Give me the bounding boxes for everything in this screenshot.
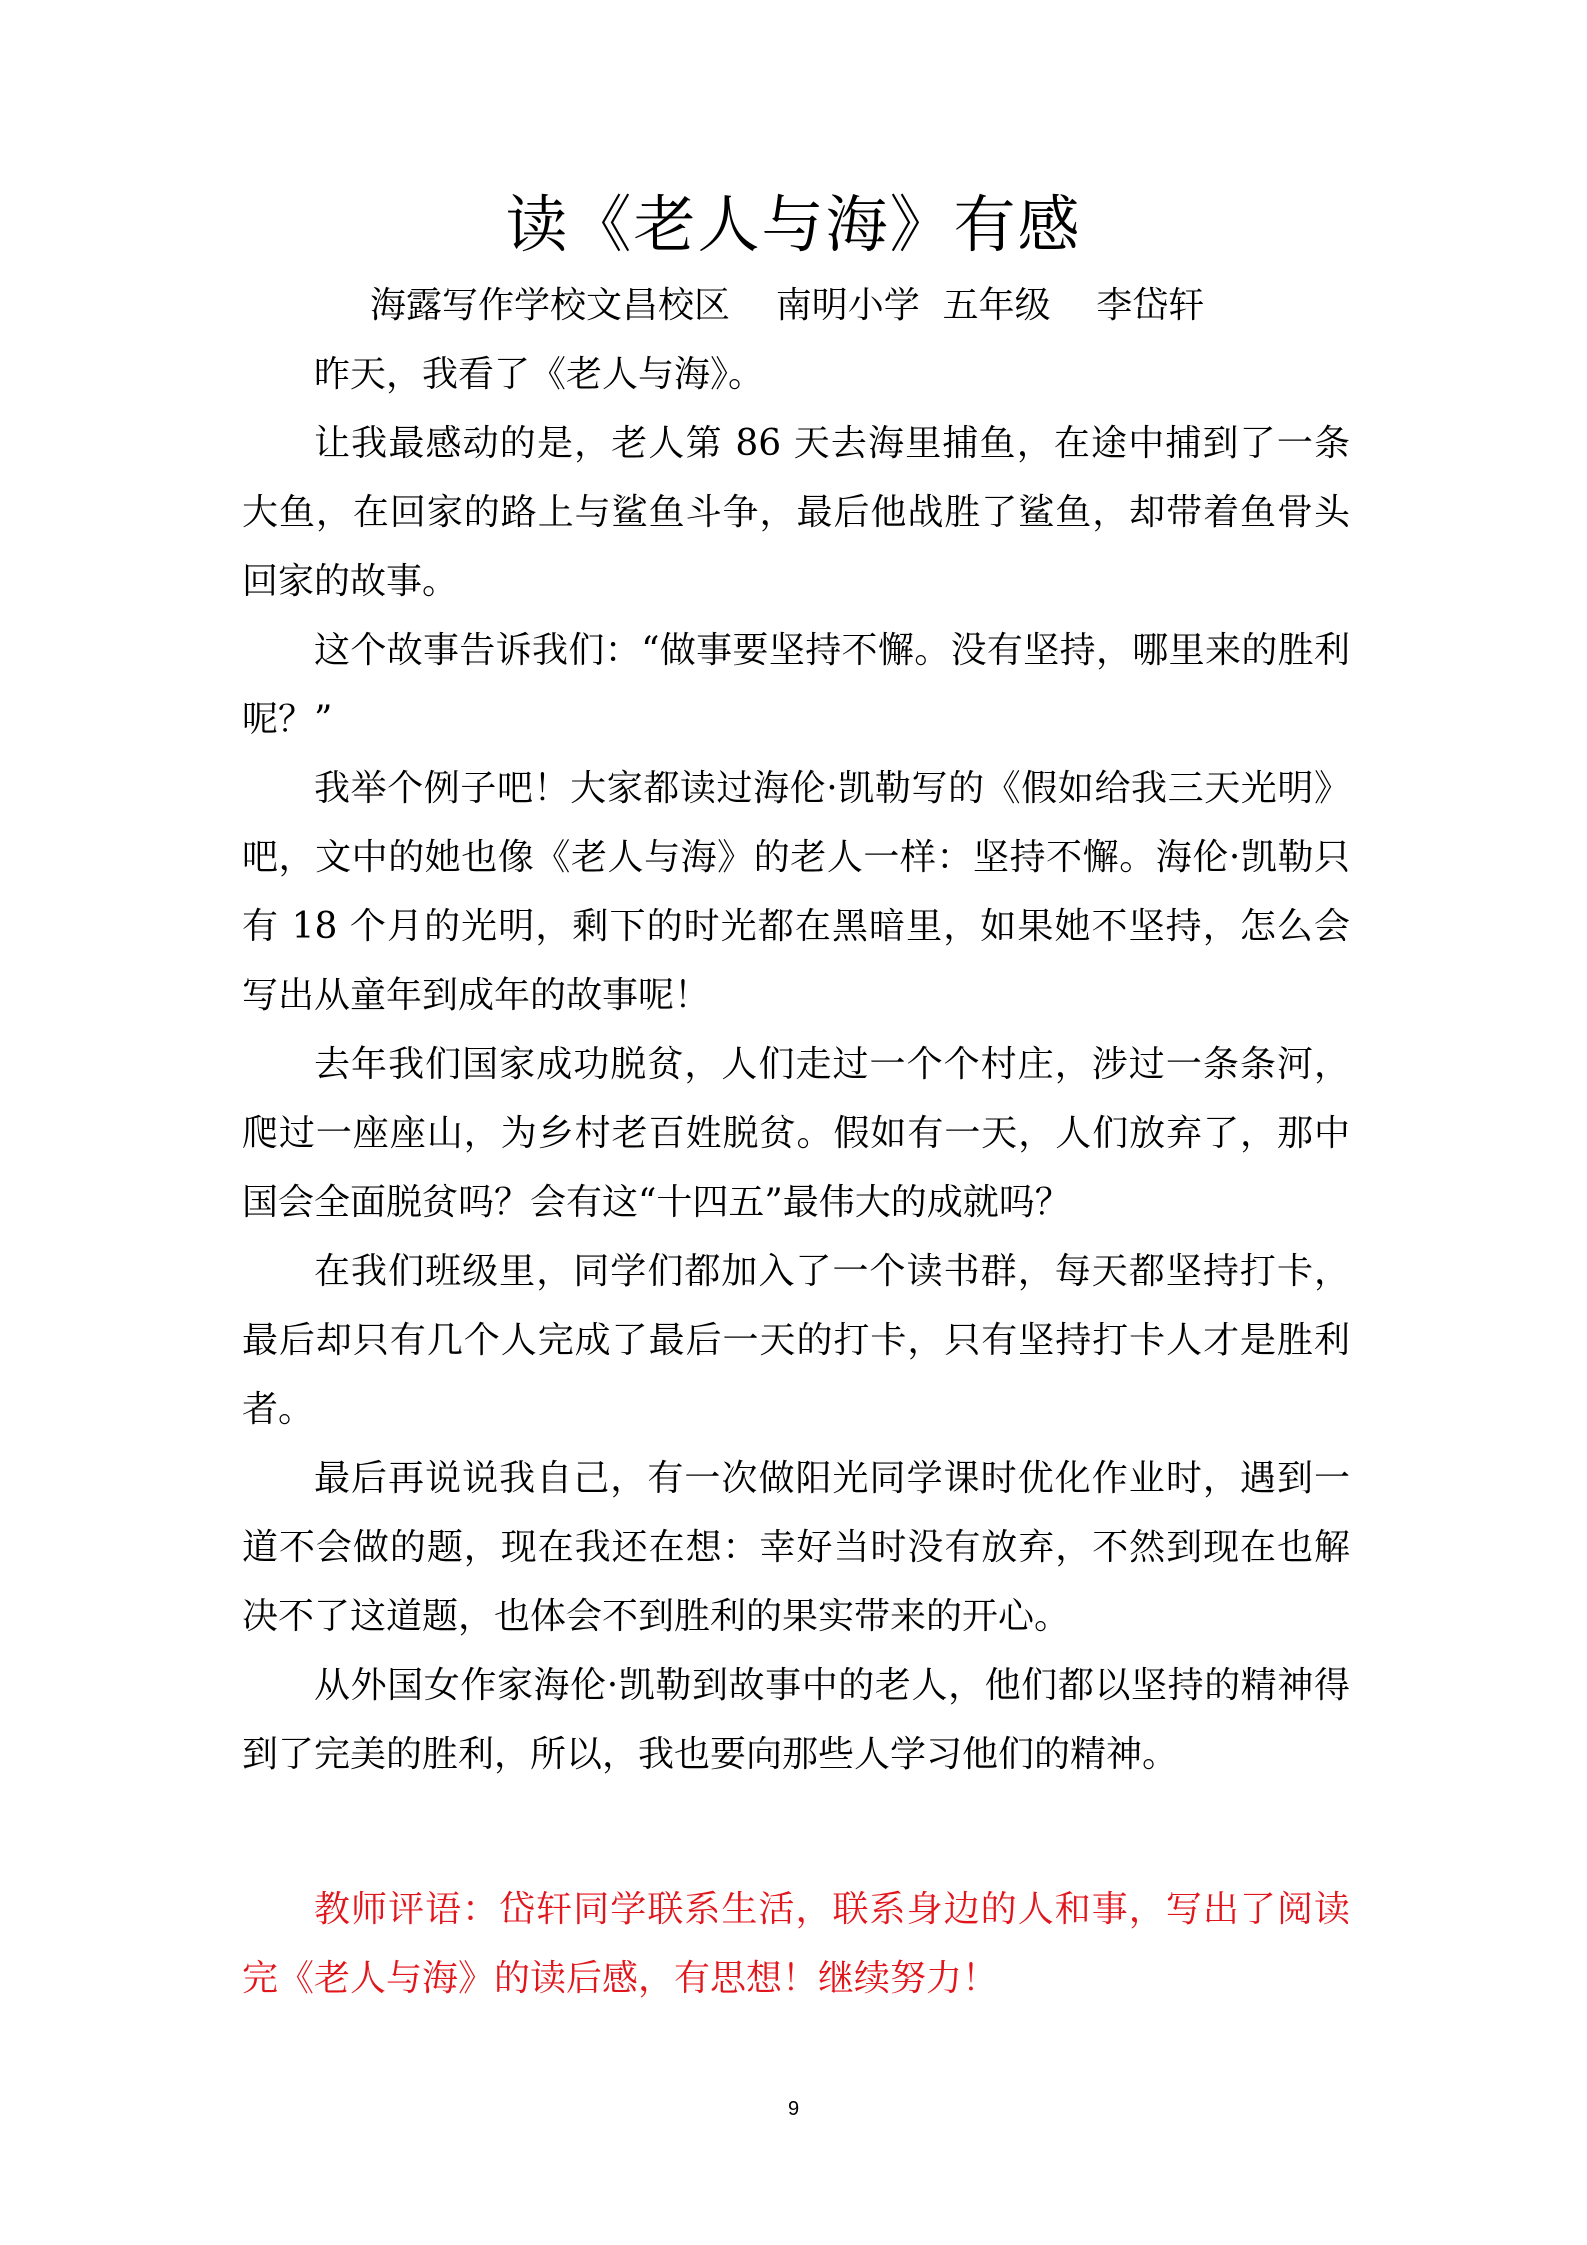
teacher-comment: 教师评语：岱轩同学联系生活，联系身边的人和事，写出了阅读完《老人与海》的读后感，有思想！继续努力！ <box>242 1889 1350 1999</box>
page-number: 9 <box>787 2098 800 2120</box>
paragraph: 昨天，我看了《老人与海》。 <box>314 354 765 395</box>
essay-body <box>242 340 1350 1789</box>
paragraph: 最后再说说我自己，有一次做阳光同学课时优化作业时，遇到一道不会做的题，现在我还在想：幸好当时没有放弃，不然到现在也解决不了这道题，也体会不到胜利的果实带来的开心。 <box>242 1458 1350 1637</box>
paragraph: 让我最感动的是，老人第 86 天去海里捕鱼，在途中捕到了一条大鱼，在回家的路上与鲨鱼斗争，最后他战胜了鲨鱼，却带着鱼骨头回家的故事。 <box>242 423 1350 602</box>
paragraph: 这个故事告诉我们：“做事要坚持不懈。没有坚持，哪里来的胜利呢？” <box>242 630 1350 740</box>
essay-title: 读《老人与海》有感 <box>505 188 1082 261</box>
author-byline: 海露写作学校文昌校区 南明小学 五年级 李岱轩 <box>370 285 1205 326</box>
paragraph: 我举个例子吧！大家都读过海伦·凯勒写的《假如给我三天光明》吧，文中的她也像《老人与海》的老人一样：坚持不懈。海伦·凯勒只有 18 个月的光明，剩下的时光都在黑暗里，如果她不坚持，怎么会写出从童年到成年的故事呢！ <box>242 768 1350 1016</box>
paragraph: 在我们班级里，同学们都加入了一个读书群，每天都坚持打卡，最后却只有几个人完成了最后一天的打卡，只有坚持打卡人才是胜利者。 <box>242 1251 1350 1430</box>
paragraph: 去年我们国家成功脱贫，人们走过一个个村庄，涉过一条条河，爬过一座座山，为乡村老百姓脱贫。假如有一天，人们放弃了，那中国会全面脱贫吗？会有这“十四五”最伟大的成就吗？ <box>242 1044 1350 1223</box>
paragraph: 从外国女作家海伦·凯勒到故事中的老人，他们都以坚持的精神得到了完美的胜利，所以，我也要向那些人学习他们的精神。 <box>242 1665 1350 1775</box>
